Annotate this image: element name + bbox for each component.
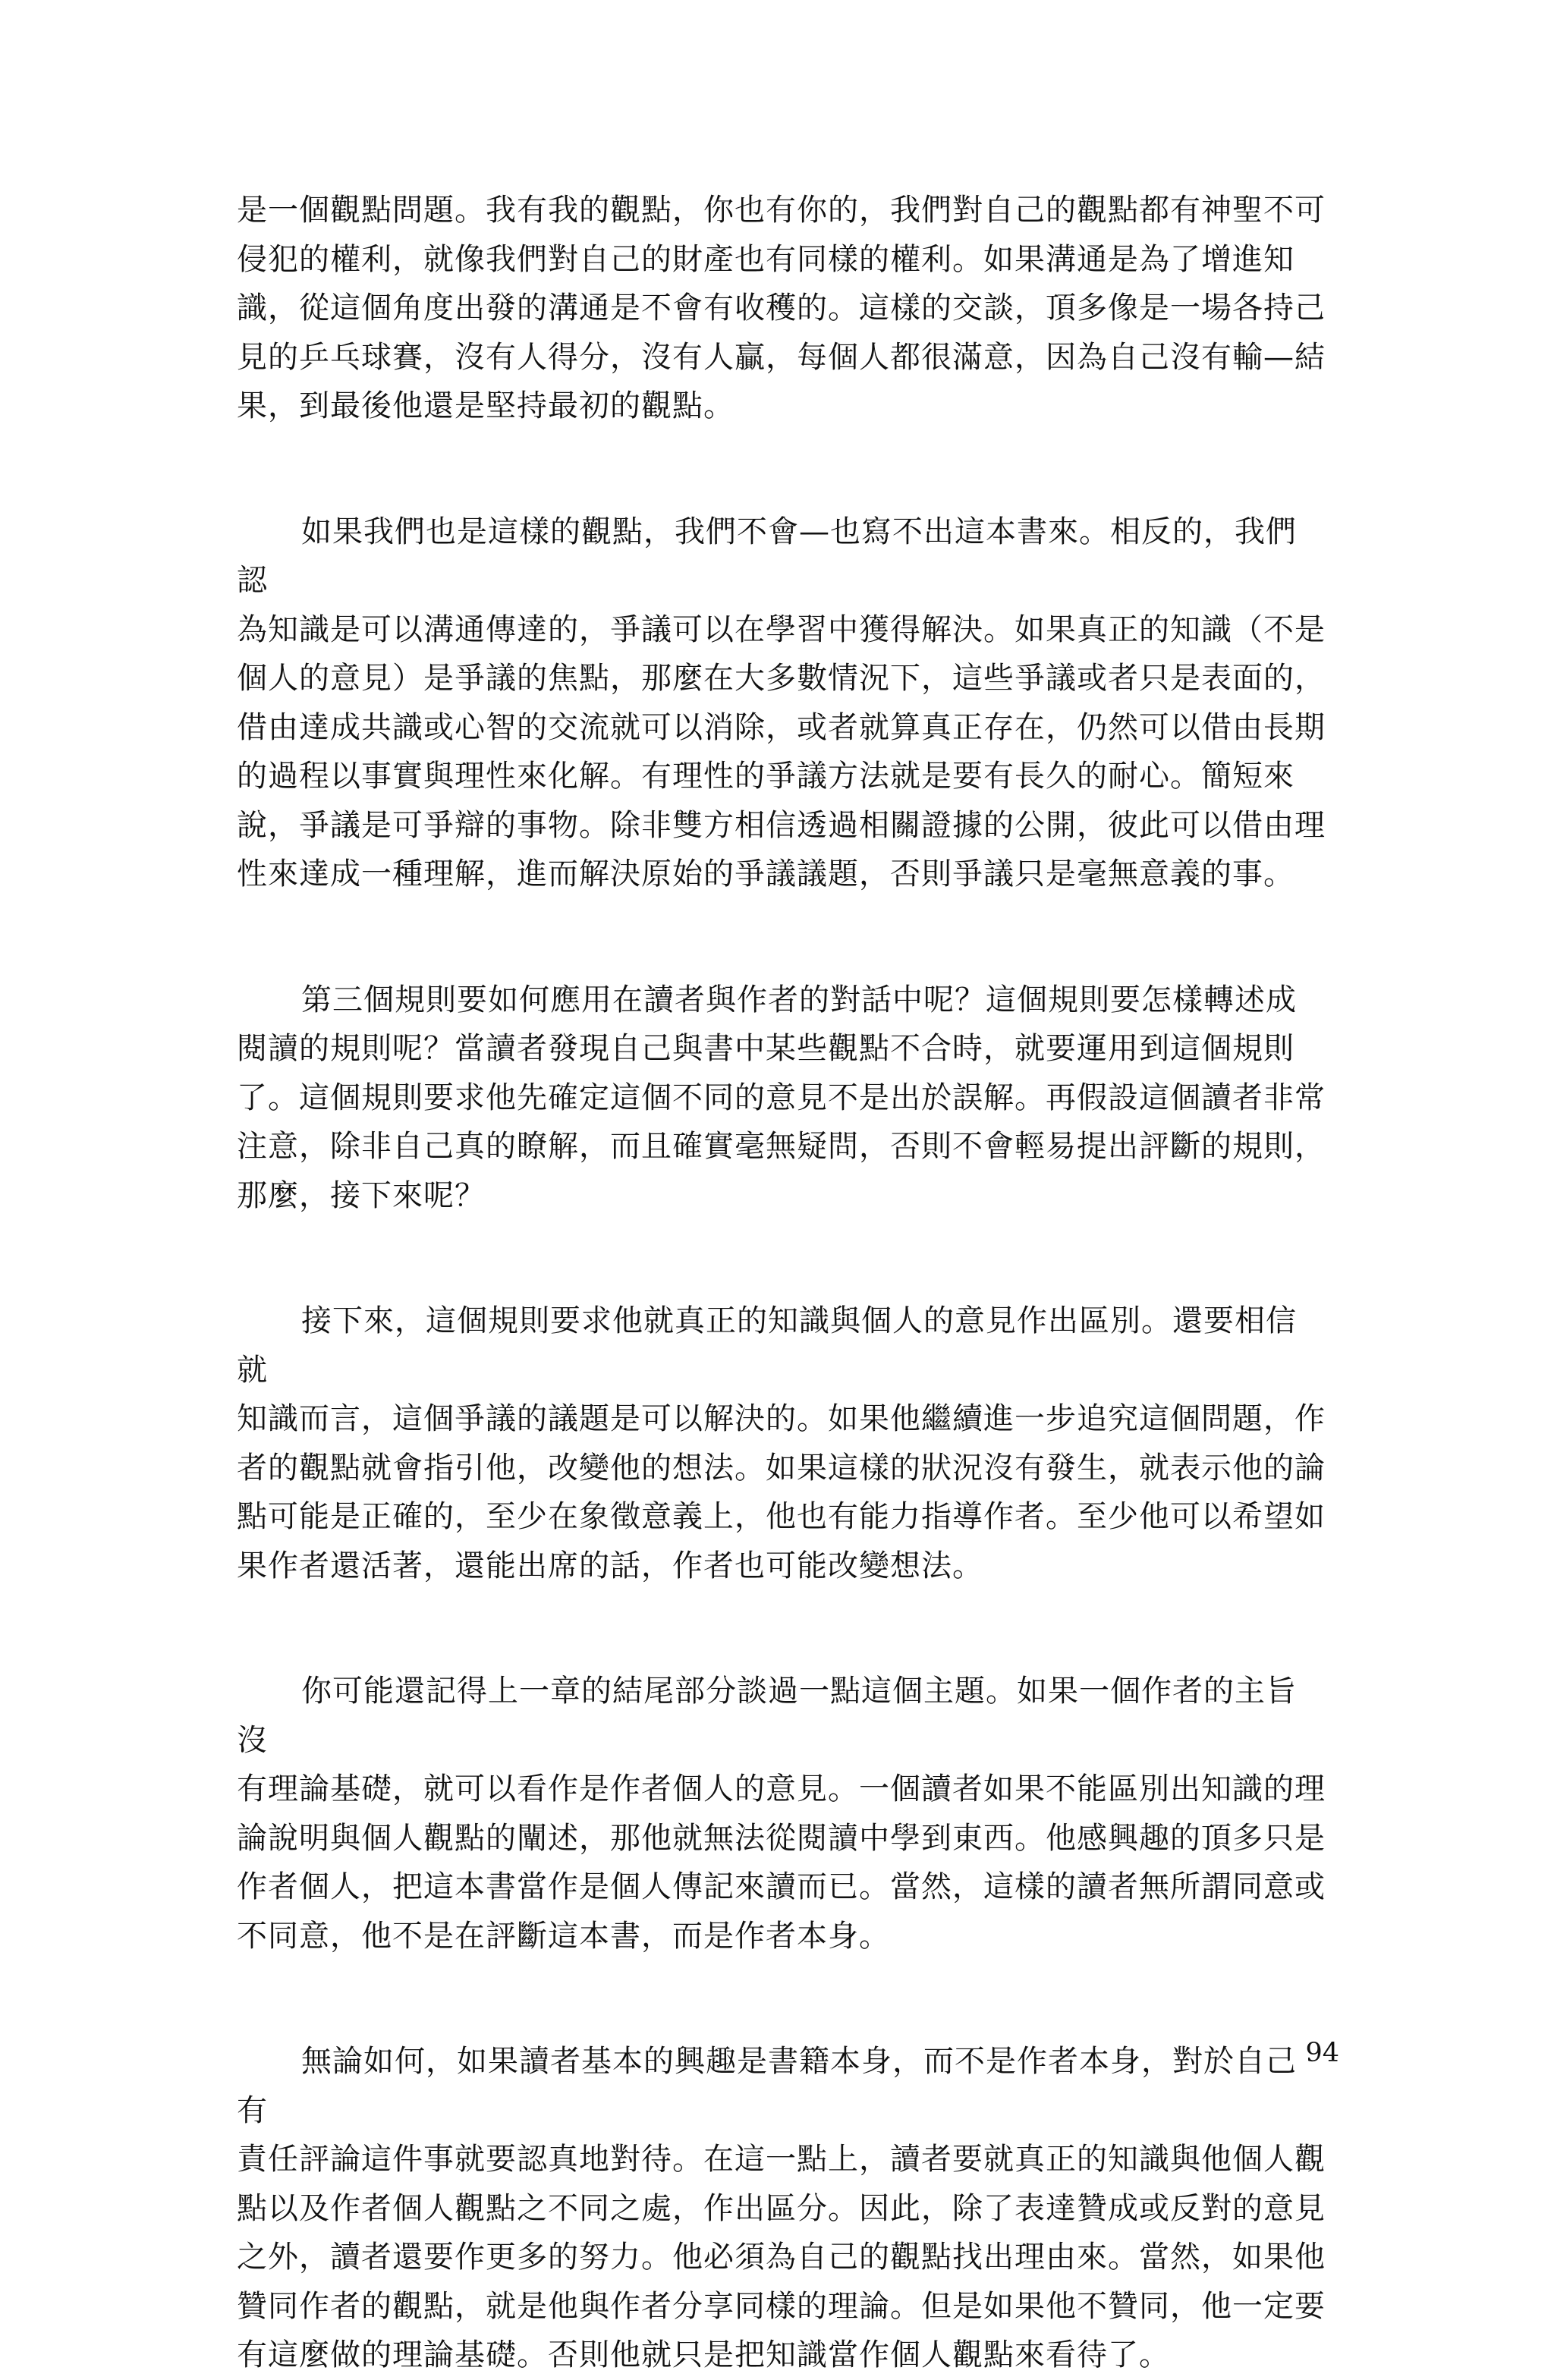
paragraph-3: 第三個規則要如何應用在讀者與作者的對話中呢？這個規則要怎樣轉述成 閱讀的規則呢？當讀者發現自己與書中某些觀點不合時，就要運用到這個規則 了。這個規則要求他先確定這個不同的意見不是出於誤解。再假設這個讀者非常 注意，除非自己真的瞭解，而且確實毫無疑問，否則不會輕易提出評斷的規則， 那麼，接下來呢？ <box>237 982 1326 1213</box>
body-text <box>237 186 1326 2380</box>
page-number: 94 <box>1305 2038 1339 2068</box>
paragraph-5: 你可能還記得上一章的結尾部分談過一點這個主題。如果一個作者的主旨沒 有理論基礎，就可以看作是作者個人的意見。一個讀者如果不能區別出知識的理 論說明與個人觀點的闡述，那他就無法從閱讀中學到東西。他感興趣的頂多只是 作者個人，把這本書當作是個人傳記來讀而已。當然，這樣的讀者無所謂同意或 不同意，他不是在評斷這本書，而是作者本身。 <box>237 1674 1326 1954</box>
paragraph-1: 是一個觀點問題。我有我的觀點，你也有你的，我們對自己的觀點都有神聖不可 侵犯的權利，就像我們對自己的財產也有同樣的權利。如果溝通是為了增進知 識，從這個角度出發的溝通是不會有收穫的。這樣的交談，頂多像是一場各持己 見的乒乓球賽，沒有人得分，沒有人贏，每個人都很滿意，因為自己沒有輸—結 果，到最後他還是堅持最初的觀點。 <box>237 193 1326 423</box>
paragraph-4: 接下來，這個規則要求他就真正的知識與個人的意見作出區別。還要相信就 知識而言，這個爭議的議題是可以解決的。如果他繼續進一步追究這個問題，作 者的觀點就會指引他，改變他的想法。如果這樣的狀況沒有發生，就表示他的論 點可能是正確的，至少在象徵意義上，他也有能力指導作者。至少他可以希望如 果作者還活著，還能出席的話，作者也可能改變想法。 <box>237 1303 1326 1583</box>
paragraph-2: 如果我們也是這樣的觀點，我們不會—也寫不出這本書來。相反的，我們認 為知識是可以溝通傳達的，爭議可以在學習中獲得解決。如果真正的知識（不是 個人的意見）是爭議的焦點，那麼在大多數情況下，這些爭議或者只是表面的， 借由達成共識或心智的交流就可以消除，或者就算真正存在，仍然可以借由長期 的過程以事實與理性來化解。有理性的爭議方法就是要有長久的耐心。簡短來 說，爭議是可爭辯的事物。除非雙方相信透過相關證據的公開，彼此可以借由理 性來達成一種理解，進而解決原始的爭議議題，否則爭議只是毫無意義的事。 <box>237 514 1326 891</box>
paragraph-6: 無論如何，如果讀者基本的興趣是書籍本身，而不是作者本身，對於自己有 責任評論這件事就要認真地對待。在這一點上，讀者要就真正的知識與他個人觀 點以及作者個人觀點之不同之處，作出區分。因此，除了表達贊成或反對的意見 之外，讀者還要作更多的努力。他必須為自己的觀點找出理由來。當然，如果他 贊同作者的觀點，就是他與作者分享同樣的理論。但是如果他不贊同，他一定要 有這麼做的理論基礎。否則他就只是把知識當作個人觀點來看待了。 <box>237 2044 1326 2372</box>
